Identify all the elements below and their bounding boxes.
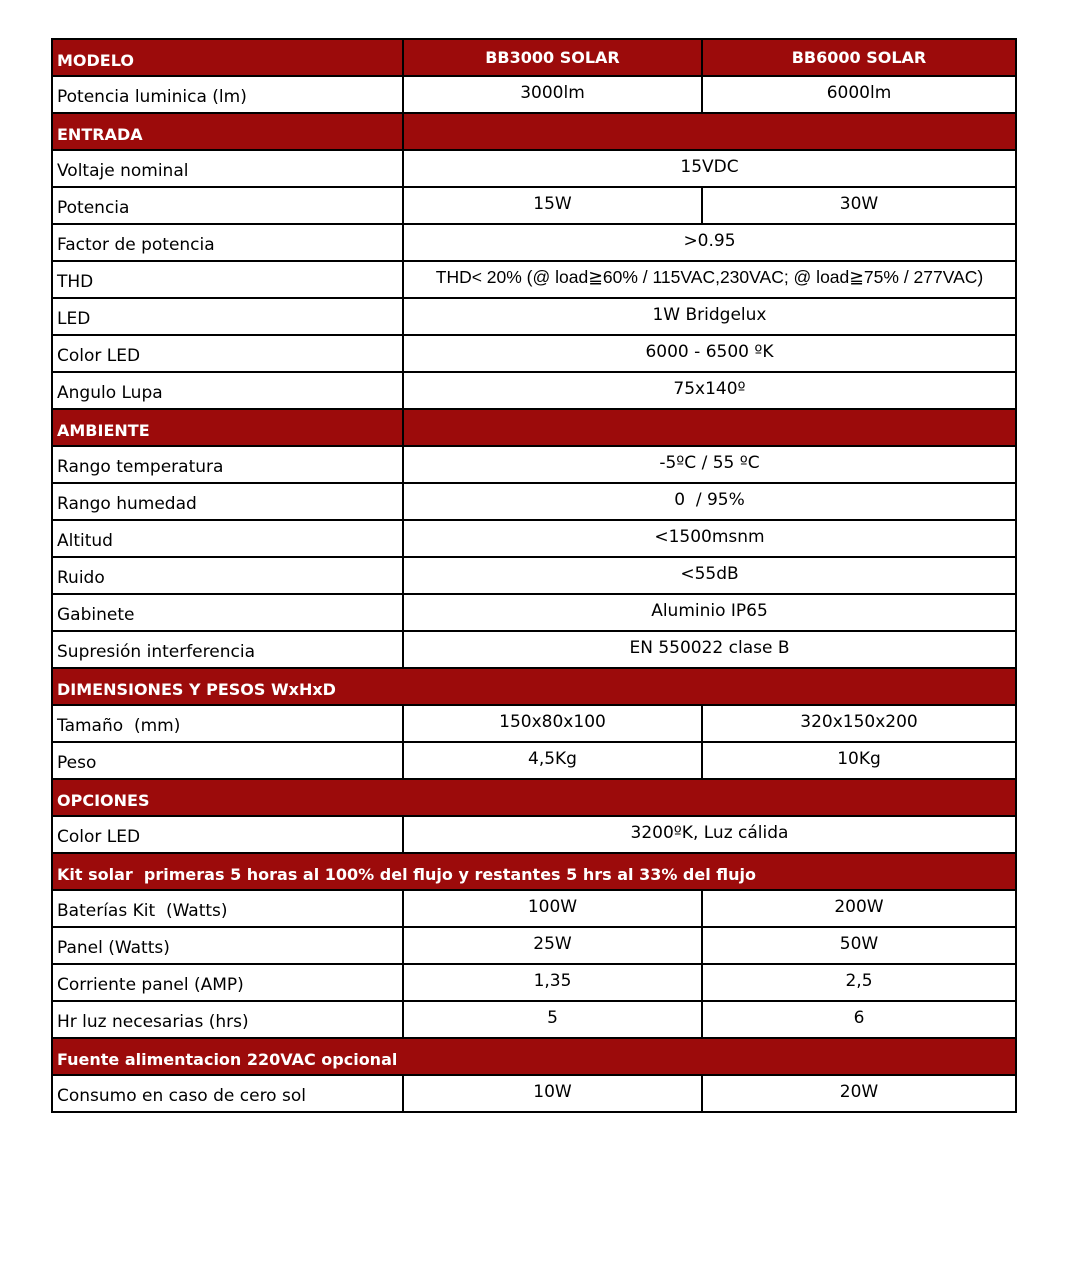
section-header-kit-solar <box>52 853 1016 890</box>
value-shared: 3200ºK, Luz cálida <box>403 816 1016 853</box>
model-header-label: MODELO <box>52 39 403 76</box>
value-model-a: 5 <box>403 1001 702 1038</box>
value-shared: <55dB <box>403 557 1016 594</box>
section-title: Kit solar primeras 5 horas al 100% del flujo y restantes 5 hrs al 33% del flujo <box>52 853 1016 890</box>
table-row <box>52 335 1016 372</box>
value-model-a: 150x80x100 <box>403 705 702 742</box>
row-label: Supresión interferencia <box>52 631 403 668</box>
row-label: Color LED <box>52 816 403 853</box>
row-label: Peso <box>52 742 403 779</box>
section-header-fuente <box>52 1038 1016 1075</box>
value-model-b: 10Kg <box>702 742 1016 779</box>
row-label: Baterías Kit (Watts) <box>52 890 403 927</box>
value-model-a: 4,5Kg <box>403 742 702 779</box>
table-row <box>52 446 1016 483</box>
section-header-fill <box>403 113 1016 150</box>
value-model-a: 3000lm <box>403 76 702 113</box>
row-label: Potencia <box>52 187 403 224</box>
table-row <box>52 557 1016 594</box>
value-shared: 6000 - 6500 ºK <box>403 335 1016 372</box>
row-label: LED <box>52 298 403 335</box>
value-model-b: 200W <box>702 890 1016 927</box>
table-row <box>52 927 1016 964</box>
value-model-b: 50W <box>702 927 1016 964</box>
value-model-b: 6 <box>702 1001 1016 1038</box>
table-row <box>52 372 1016 409</box>
row-label: Potencia luminica (lm) <box>52 76 403 113</box>
value-model-a: 15W <box>403 187 702 224</box>
table-row <box>52 187 1016 224</box>
model-header-row <box>52 39 1016 76</box>
section-title: Fuente alimentacion 220VAC opcional <box>52 1038 1016 1075</box>
value-shared: >0.95 <box>403 224 1016 261</box>
row-label: Factor de potencia <box>52 224 403 261</box>
row-label: Rango temperatura <box>52 446 403 483</box>
row-label: Rango humedad <box>52 483 403 520</box>
row-label: Altitud <box>52 520 403 557</box>
table-row <box>52 890 1016 927</box>
row-label: Consumo en caso de cero sol <box>52 1075 403 1112</box>
value-model-a: 100W <box>403 890 702 927</box>
section-header-fill <box>403 409 1016 446</box>
table-row <box>52 705 1016 742</box>
section-title: DIMENSIONES Y PESOS WxHxD <box>52 668 1016 705</box>
table-row <box>52 150 1016 187</box>
row-label: Hr luz necesarias (hrs) <box>52 1001 403 1038</box>
value-shared: <1500msnm <box>403 520 1016 557</box>
value-model-a: 25W <box>403 927 702 964</box>
model-b-name: BB6000 SOLAR <box>702 39 1016 76</box>
row-label: Ruido <box>52 557 403 594</box>
table-row <box>52 224 1016 261</box>
row-label: THD <box>52 261 403 298</box>
row-label: Voltaje nominal <box>52 150 403 187</box>
table-row <box>52 76 1016 113</box>
value-model-b: 320x150x200 <box>702 705 1016 742</box>
value-model-a: 10W <box>403 1075 702 1112</box>
spec-table <box>51 38 1017 1113</box>
table-row <box>52 298 1016 335</box>
value-shared: 1W Bridgelux <box>403 298 1016 335</box>
row-label: Panel (Watts) <box>52 927 403 964</box>
row-label: Tamaño (mm) <box>52 705 403 742</box>
table-row <box>52 520 1016 557</box>
value-shared: 75x140º <box>403 372 1016 409</box>
table-row <box>52 964 1016 1001</box>
row-label: Angulo Lupa <box>52 372 403 409</box>
section-header-ambiente <box>52 409 1016 446</box>
row-label: Color LED <box>52 335 403 372</box>
section-title: ENTRADA <box>52 113 403 150</box>
model-a-name: BB3000 SOLAR <box>403 39 702 76</box>
value-shared: EN 550022 clase B <box>403 631 1016 668</box>
value-shared: -5ºC / 55 ºC <box>403 446 1016 483</box>
section-header-opciones <box>52 779 1016 816</box>
value-shared: Aluminio IP65 <box>403 594 1016 631</box>
section-title: AMBIENTE <box>52 409 403 446</box>
table-row <box>52 1075 1016 1112</box>
table-row <box>52 816 1016 853</box>
value-model-b: 6000lm <box>702 76 1016 113</box>
section-header-entrada <box>52 113 1016 150</box>
section-header-dimensiones <box>52 668 1016 705</box>
table-row <box>52 742 1016 779</box>
value-model-b: 2,5 <box>702 964 1016 1001</box>
row-label: Corriente panel (AMP) <box>52 964 403 1001</box>
value-model-b: 30W <box>702 187 1016 224</box>
table-row <box>52 483 1016 520</box>
value-shared: THD< 20% (@ load≧60% / 115VAC,230VAC; @ load≧75% / 277VAC) <box>403 261 1016 298</box>
row-label: Gabinete <box>52 594 403 631</box>
value-model-a: 1,35 <box>403 964 702 1001</box>
table-row <box>52 631 1016 668</box>
value-shared: 15VDC <box>403 150 1016 187</box>
value-shared: 0 / 95% <box>403 483 1016 520</box>
table-row <box>52 594 1016 631</box>
section-title: OPCIONES <box>52 779 1016 816</box>
table-row <box>52 261 1016 298</box>
value-model-b: 20W <box>702 1075 1016 1112</box>
table-row <box>52 1001 1016 1038</box>
